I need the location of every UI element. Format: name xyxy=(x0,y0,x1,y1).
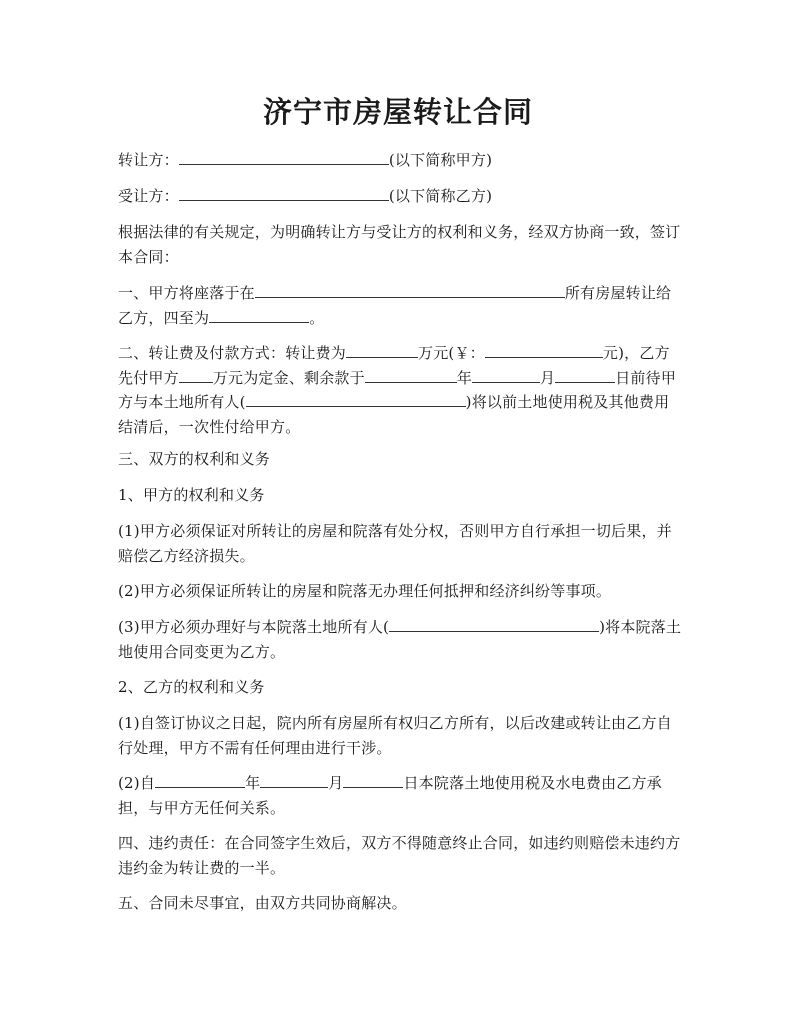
party-b-heading: 2、乙方的权利和义务 xyxy=(118,678,265,696)
clause-2-text-3: 元)，乙方先付甲方 xyxy=(118,344,670,387)
boundaries-blank[interactable] xyxy=(209,306,309,323)
transferee-line xyxy=(118,184,684,209)
party-b-item-2 xyxy=(118,771,684,820)
fee-amount-blank[interactable] xyxy=(346,341,418,358)
fee-yuan-blank[interactable] xyxy=(485,341,603,358)
payment-month-blank[interactable] xyxy=(472,366,540,383)
party-b-item-2-text-4: 日本院落土地使用税及水电费由乙方承担，与甲方无任何关系。 xyxy=(118,774,662,817)
start-year-blank[interactable] xyxy=(155,771,245,788)
land-owner-blank[interactable] xyxy=(246,390,466,407)
party-a-item-3-text-2: )将本院落土地使用合同变更为乙方。 xyxy=(118,618,682,661)
party-a-heading: 1、甲方的权利和义务 xyxy=(118,486,265,504)
party-a-item-3 xyxy=(118,615,684,664)
party-b-item-2-text-1: (2)自 xyxy=(118,774,156,792)
clause-2 xyxy=(118,341,684,439)
preamble: 根据法律的有关规定，为明确转让方与受让方的权利和义务，经双方协商一致，签订本合同： xyxy=(118,223,681,266)
page-title: 济宁市房屋转让合同 xyxy=(262,95,533,129)
start-day-blank[interactable] xyxy=(343,771,403,788)
clause-1 xyxy=(118,281,684,330)
transferee-note: (以下简称乙方) xyxy=(388,187,493,205)
clause-2-text-6: 月 xyxy=(540,368,556,387)
party-a-item-1: (1)甲方必须保证对所转让的房屋和院落有处分权，否则甲方自行承担一切后果，并赔偿乙方经济损失。 xyxy=(118,522,672,565)
transferee-blank[interactable] xyxy=(179,184,389,201)
clause-2-text-4: 万元为定金、剩余款于 xyxy=(212,368,365,387)
transferee-label: 受让方： xyxy=(118,187,179,205)
clause-5: 五、合同未尽事宜，由双方共同协商解决。 xyxy=(118,894,407,912)
party-b-item-2-text-2: 年 xyxy=(245,774,261,792)
transferor-note: (以下简称甲方) xyxy=(388,151,493,169)
transferor-line xyxy=(118,148,684,173)
clause-2-text-1: 二、转让费及付款方式：转让费为 xyxy=(118,344,347,362)
yard-land-owner-blank[interactable] xyxy=(389,615,599,632)
clause-4: 四、违约责任：在合同签字生效后，双方不得随意终止合同，如违约则赔偿未违约方违约金为转让费的一半。 xyxy=(118,834,681,877)
clause-2-text-8: )将以前土地使用税及其他费用结清后，一次性付给甲方。 xyxy=(118,393,670,436)
party-a-item-3-text-1: (3)甲方必须办理好与本院落土地所有人( xyxy=(118,618,390,636)
party-a-item-2: (2)甲方必须保证所转让的房屋和院落无办理任何抵押和经济纠纷等事项。 xyxy=(118,582,612,600)
clause-1-text-1: 一、甲方将座落于在 xyxy=(118,284,255,302)
clause-1-text-2: 所有房屋转让给乙方，四至为 xyxy=(118,284,672,327)
payment-day-blank[interactable] xyxy=(555,366,615,383)
clause-3-heading: 三、双方的权利和义务 xyxy=(118,450,271,468)
clause-2-text-2: 万元(￥： xyxy=(418,344,485,362)
transferor-label: 转让方： xyxy=(118,151,179,169)
transferor-blank[interactable] xyxy=(179,148,389,165)
party-b-item-1: (1)自签订协议之日起，院内所有房屋所有权归乙方所有，以后改建或转让由乙方自行处理，甲方不需有任何理由进行干涉。 xyxy=(118,714,672,757)
property-location-blank[interactable] xyxy=(255,281,565,298)
payment-year-blank[interactable] xyxy=(365,366,457,383)
deposit-blank[interactable] xyxy=(179,366,213,383)
start-month-blank[interactable] xyxy=(260,771,328,788)
clause-2-text-7: 日前待甲方与本土地所有人( xyxy=(118,368,677,411)
clause-1-text-3: 。 xyxy=(309,308,325,327)
clause-2-text-5: 年 xyxy=(456,368,473,387)
party-b-item-2-text-3: 月 xyxy=(328,774,344,792)
